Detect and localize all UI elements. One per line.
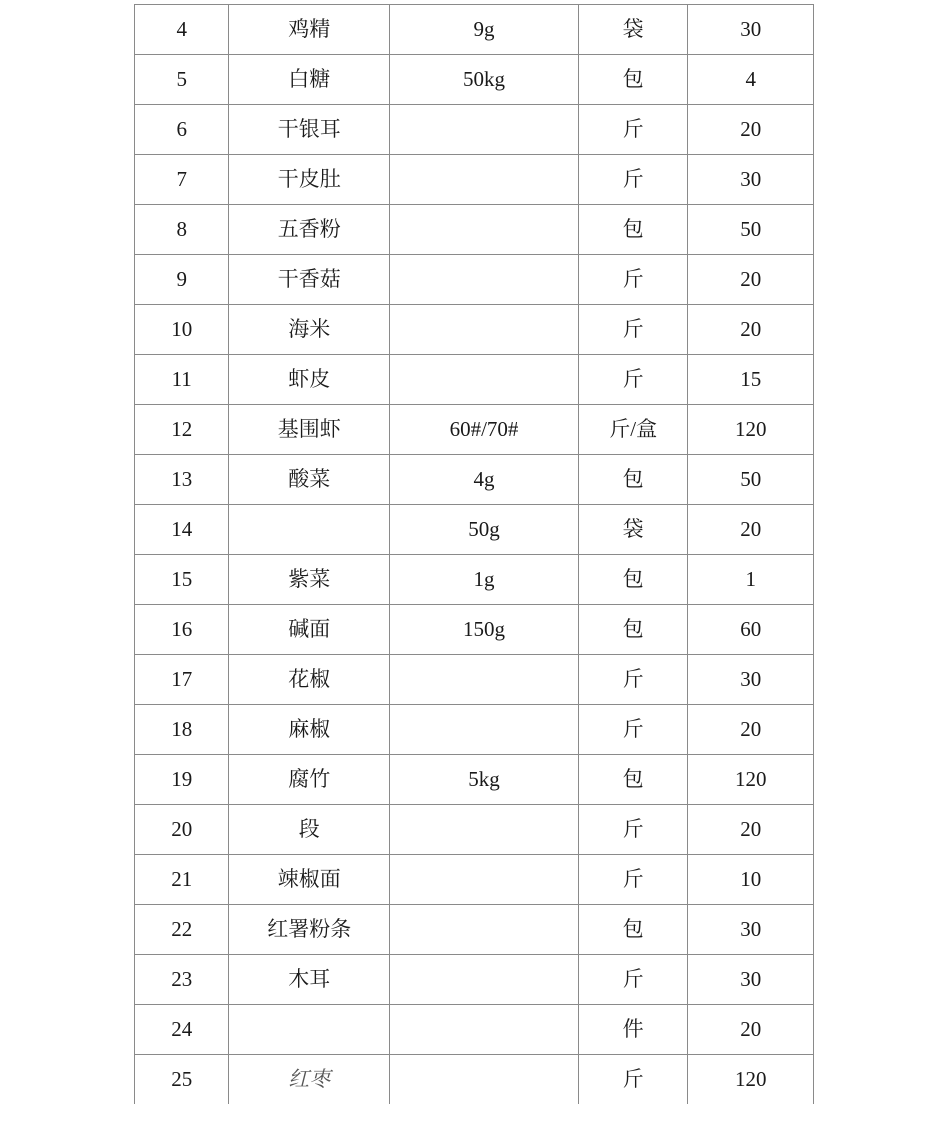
item-quantity-cell: 30 xyxy=(688,5,814,55)
item-number-cell: 6 xyxy=(135,105,229,155)
item-unit-cell: 斤 xyxy=(578,1055,687,1105)
item-number-cell: 17 xyxy=(135,655,229,705)
item-unit-cell: 斤 xyxy=(578,155,687,205)
item-quantity-cell: 30 xyxy=(688,655,814,705)
item-name-cell: 花椒 xyxy=(229,655,390,705)
item-number-cell: 24 xyxy=(135,1005,229,1055)
item-spec-cell xyxy=(390,255,579,305)
item-spec-cell: 4g xyxy=(390,455,579,505)
item-number-cell: 23 xyxy=(135,955,229,1005)
item-spec-cell xyxy=(390,305,579,355)
table-row xyxy=(135,505,814,555)
table-row xyxy=(135,905,814,955)
item-name-cell: 麻椒 xyxy=(229,705,390,755)
item-number-cell: 16 xyxy=(135,605,229,655)
item-spec-cell xyxy=(390,805,579,855)
item-spec-cell: 9g xyxy=(390,5,579,55)
item-spec-cell: 5kg xyxy=(390,755,579,805)
item-unit-cell: 斤 xyxy=(578,105,687,155)
item-spec-cell xyxy=(390,855,579,905)
item-quantity-cell: 10 xyxy=(688,855,814,905)
item-unit-cell: 包 xyxy=(578,755,687,805)
item-quantity-cell: 50 xyxy=(688,455,814,505)
item-number-cell: 20 xyxy=(135,805,229,855)
table-row xyxy=(135,255,814,305)
table-row xyxy=(135,355,814,405)
item-name-cell: 碱面 xyxy=(229,605,390,655)
item-number-cell: 4 xyxy=(135,5,229,55)
item-quantity-cell: 50 xyxy=(688,205,814,255)
item-unit-cell: 包 xyxy=(578,205,687,255)
item-number-cell: 7 xyxy=(135,155,229,205)
table-row xyxy=(135,1055,814,1105)
table-row xyxy=(135,555,814,605)
item-spec-cell xyxy=(390,655,579,705)
item-spec-cell xyxy=(390,155,579,205)
table-row xyxy=(135,205,814,255)
item-spec-cell xyxy=(390,205,579,255)
item-name-cell: 竦椒面 xyxy=(229,855,390,905)
item-unit-cell: 斤 xyxy=(578,855,687,905)
item-name-cell: 段 xyxy=(229,805,390,855)
item-quantity-cell: 30 xyxy=(688,955,814,1005)
item-unit-cell: 包 xyxy=(578,555,687,605)
item-number-cell: 12 xyxy=(135,405,229,455)
item-unit-cell: 件 xyxy=(578,1005,687,1055)
item-spec-cell xyxy=(390,705,579,755)
item-quantity-cell: 4 xyxy=(688,55,814,105)
item-name-cell: 五香粉 xyxy=(229,205,390,255)
item-spec-cell xyxy=(390,1055,579,1105)
table-row xyxy=(135,705,814,755)
item-quantity-cell: 20 xyxy=(688,1005,814,1055)
item-unit-cell: 斤 xyxy=(578,305,687,355)
item-spec-cell: 50g xyxy=(390,505,579,555)
item-unit-cell: 斤 xyxy=(578,355,687,405)
item-number-cell: 19 xyxy=(135,755,229,805)
item-name-cell: 红署粉条 xyxy=(229,905,390,955)
item-number-cell: 13 xyxy=(135,455,229,505)
item-quantity-cell: 20 xyxy=(688,305,814,355)
item-spec-cell: 50kg xyxy=(390,55,579,105)
table-row xyxy=(135,55,814,105)
item-unit-cell: 包 xyxy=(578,905,687,955)
inventory-table-body xyxy=(135,5,814,1105)
item-unit-cell: 斤 xyxy=(578,705,687,755)
item-number-cell: 21 xyxy=(135,855,229,905)
item-unit-cell: 袋 xyxy=(578,5,687,55)
table-row xyxy=(135,605,814,655)
item-quantity-cell: 20 xyxy=(688,255,814,305)
item-name-cell: 虾皮 xyxy=(229,355,390,405)
item-spec-cell xyxy=(390,1005,579,1055)
item-name-cell: 木耳 xyxy=(229,955,390,1005)
item-number-cell: 15 xyxy=(135,555,229,605)
item-number-cell: 5 xyxy=(135,55,229,105)
item-unit-cell: 包 xyxy=(578,455,687,505)
item-quantity-cell: 20 xyxy=(688,805,814,855)
item-unit-cell: 斤 xyxy=(578,805,687,855)
item-name-cell: 基围虾 xyxy=(229,405,390,455)
item-name-cell xyxy=(229,1005,390,1055)
item-spec-cell xyxy=(390,905,579,955)
item-name-cell: 红枣 xyxy=(229,1055,390,1105)
item-number-cell: 18 xyxy=(135,705,229,755)
item-quantity-cell: 60 xyxy=(688,605,814,655)
item-quantity-cell: 1 xyxy=(688,555,814,605)
table-row xyxy=(135,1005,814,1055)
table-row xyxy=(135,155,814,205)
item-unit-cell: 斤 xyxy=(578,255,687,305)
table-row xyxy=(135,5,814,55)
item-name-cell: 海米 xyxy=(229,305,390,355)
table-row xyxy=(135,305,814,355)
table-row xyxy=(135,955,814,1005)
table-row xyxy=(135,405,814,455)
table-row xyxy=(135,805,814,855)
table-row xyxy=(135,755,814,805)
item-quantity-cell: 30 xyxy=(688,905,814,955)
table-row xyxy=(135,655,814,705)
item-number-cell: 11 xyxy=(135,355,229,405)
item-spec-cell xyxy=(390,355,579,405)
item-number-cell: 25 xyxy=(135,1055,229,1105)
item-spec-cell xyxy=(390,105,579,155)
item-quantity-cell: 30 xyxy=(688,155,814,205)
item-name-cell: 干香菇 xyxy=(229,255,390,305)
table-row xyxy=(135,105,814,155)
item-number-cell: 9 xyxy=(135,255,229,305)
item-unit-cell: 斤 xyxy=(578,655,687,705)
item-unit-cell: 包 xyxy=(578,605,687,655)
item-name-cell: 干银耳 xyxy=(229,105,390,155)
item-spec-cell: 60#/70# xyxy=(390,405,579,455)
item-quantity-cell: 20 xyxy=(688,105,814,155)
item-number-cell: 22 xyxy=(135,905,229,955)
item-number-cell: 14 xyxy=(135,505,229,555)
item-quantity-cell: 120 xyxy=(688,405,814,455)
item-unit-cell: 袋 xyxy=(578,505,687,555)
item-unit-cell: 斤 xyxy=(578,955,687,1005)
item-spec-cell xyxy=(390,955,579,1005)
item-quantity-cell: 20 xyxy=(688,705,814,755)
item-quantity-cell: 120 xyxy=(688,755,814,805)
table-row xyxy=(135,455,814,505)
inventory-table xyxy=(134,4,814,1104)
item-name-cell xyxy=(229,505,390,555)
item-unit-cell: 斤/盒 xyxy=(578,405,687,455)
item-quantity-cell: 15 xyxy=(688,355,814,405)
item-number-cell: 10 xyxy=(135,305,229,355)
item-name-cell: 紫菜 xyxy=(229,555,390,605)
item-quantity-cell: 20 xyxy=(688,505,814,555)
item-unit-cell: 包 xyxy=(578,55,687,105)
item-name-cell: 酸菜 xyxy=(229,455,390,505)
item-name-cell: 腐竹 xyxy=(229,755,390,805)
item-quantity-cell: 120 xyxy=(688,1055,814,1105)
item-spec-cell: 150g xyxy=(390,605,579,655)
item-number-cell: 8 xyxy=(135,205,229,255)
item-name-cell: 白糖 xyxy=(229,55,390,105)
table-row xyxy=(135,855,814,905)
item-name-cell: 鸡精 xyxy=(229,5,390,55)
item-name-cell: 干皮肚 xyxy=(229,155,390,205)
item-spec-cell: 1g xyxy=(390,555,579,605)
